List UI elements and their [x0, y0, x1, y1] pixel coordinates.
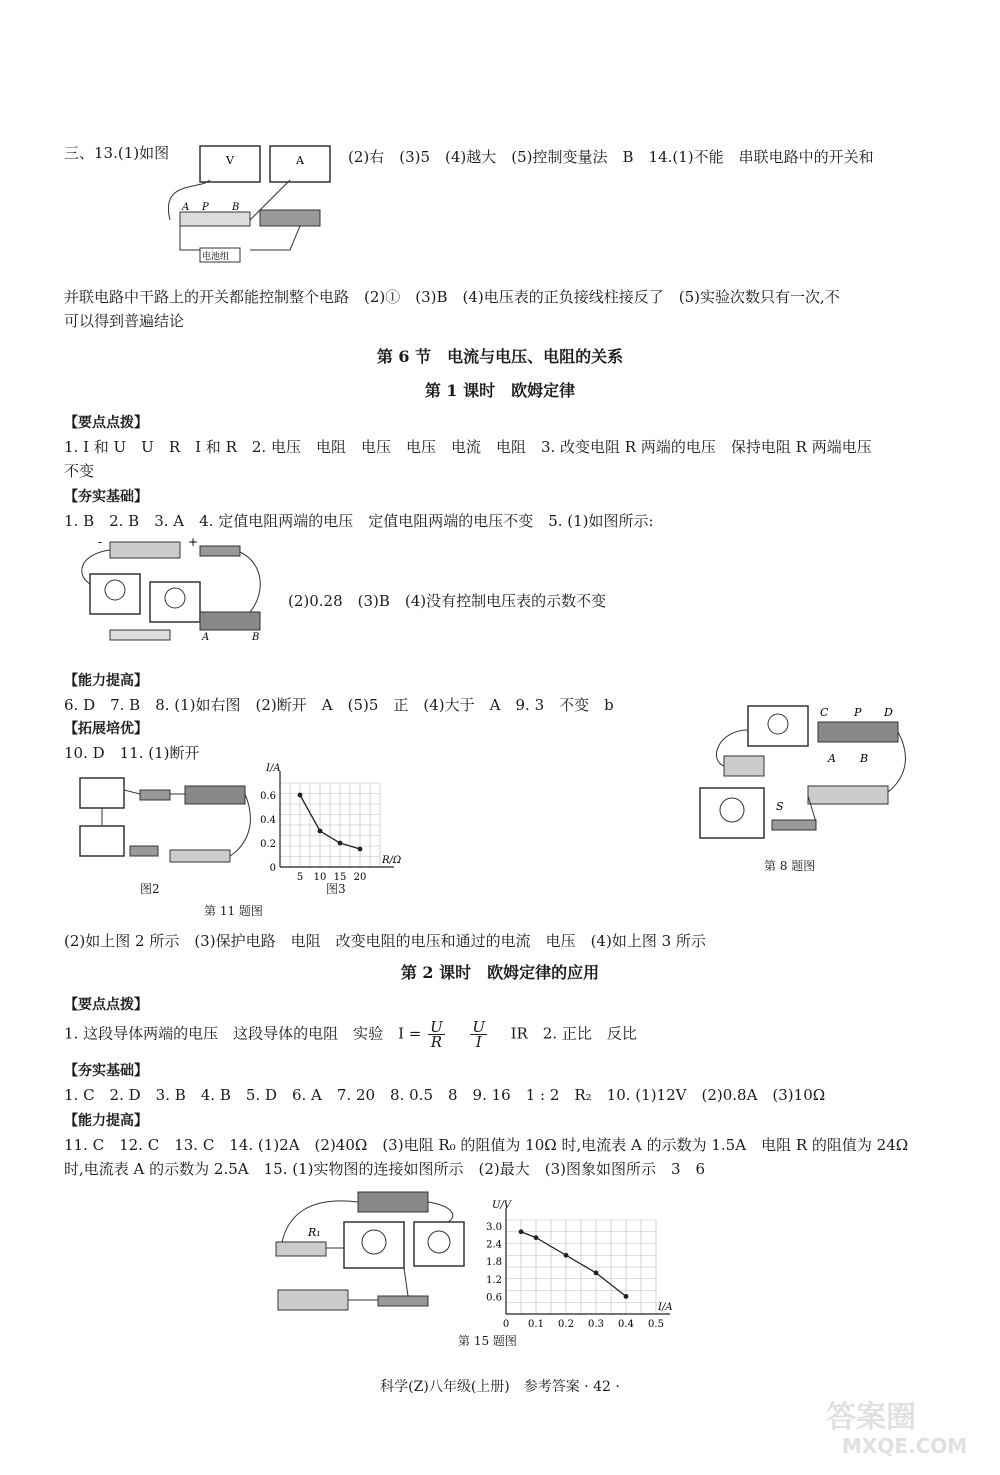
x-axis-label: I/A: [658, 1302, 673, 1313]
svg-text:A: A: [828, 752, 836, 765]
data-point: [624, 1294, 629, 1299]
battery-icon: [278, 1290, 348, 1310]
battery-icon: [110, 542, 180, 558]
r1-label: R₁: [308, 1226, 321, 1239]
y-tick-label: 1.2: [486, 1274, 502, 1286]
rheostat-icon: [200, 612, 260, 630]
x-tick-label: 15: [333, 872, 347, 883]
l2-p3b: 时,电流表 A 的示数为 2.5A 15. (1)实物图的连接如图所示 (2)最大 (3)图象如图所示 3 6: [64, 1160, 706, 1178]
data-point: [298, 793, 303, 798]
fig8-caption: 第 8 题图: [764, 859, 816, 873]
y-axis-label: U/V: [492, 1200, 512, 1211]
lesson2-title: 第 2 课时 欧姆定律的应用: [400, 963, 600, 982]
l2-tag-key-points: 【要点点拨】: [64, 997, 148, 1013]
battery-icon: [170, 850, 230, 862]
fraction-u-over-i: $\frac{U}{I}$: [472, 1018, 485, 1051]
l2-tag-basics: 【夯实基础】: [64, 1063, 148, 1079]
switch-icon: [140, 790, 170, 800]
q13-line3: 可以得到普遍结论: [64, 312, 185, 330]
data-point: [318, 829, 323, 834]
q13-prefix: 三、13.(1)如图: [64, 144, 170, 162]
y-axis-label: I/A: [266, 763, 281, 774]
resistor-icon: [110, 630, 170, 640]
svg-text:D: D: [884, 706, 893, 719]
resistor-wire-icon: [180, 212, 250, 226]
q13-circuit-figure: [160, 140, 340, 270]
y-tick-label: 3.0: [486, 1221, 502, 1233]
x-tick-label: 5: [296, 872, 304, 883]
point-a: A: [182, 202, 190, 213]
l2-p1: [64, 1020, 637, 1049]
ammeter-icon: [748, 706, 808, 746]
voltmeter-label: V: [226, 154, 234, 167]
l1-tag-extension: 【拓展培优】: [64, 721, 148, 737]
data-point: [564, 1253, 569, 1258]
l1-tag-improvement: 【能力提高】: [64, 673, 148, 689]
l1-p5: (2)如上图 2 所示 (3)保护电路 电阻 改变电阻的电压和通过的电流 电压 (4)如上图 3 所示: [64, 932, 706, 950]
fig15-caption: 第 15 题图: [458, 1334, 517, 1348]
fig3-chart: [254, 765, 414, 885]
fig15-circuit: [268, 1186, 468, 1321]
ammeter-icon: [414, 1222, 464, 1266]
resistor-icon: [276, 1242, 326, 1256]
l1-tag-basics: 【夯实基础】: [64, 489, 148, 505]
fig15-chart: [474, 1200, 704, 1334]
x-tick-label: 0.2: [558, 1319, 574, 1330]
x-tick-label: 10: [313, 872, 327, 883]
q13-line2: 并联电路中干路上的开关都能控制整个电路 (2)① (3)B (4)电压表的正负接线柱接反了 (5)实验次数只有一次,不: [64, 288, 840, 306]
point-p: P: [202, 202, 209, 213]
l2-p1-pre: 1. 这段导体两端的电压 这段导体的电阻 实验 I =: [64, 1024, 422, 1043]
watermark-url: MXQE.COM: [842, 1434, 968, 1458]
point-b: B: [232, 202, 240, 213]
l1-tag-key-points: 【要点点拨】: [64, 415, 148, 431]
l2-tag-improvement: 【能力提高】: [64, 1113, 148, 1129]
watermark-logo: 答案圈: [826, 1400, 916, 1435]
svg-text:C: C: [820, 706, 829, 719]
l1-p3: 6. D 7. B 8. (1)如右图 (2)断开 A (5)5 正 (4)大于 A 9. 3 不变 b: [64, 696, 614, 714]
svg-text:B: B: [252, 632, 260, 643]
svg-text:-: -: [98, 535, 103, 549]
q13-line1: (2)右 (3)5 (4)越大 (5)控制变量法 B 14.(1)不能 串联电路中的开关和: [348, 148, 874, 166]
battery-icon: [808, 786, 888, 804]
y-tick-label: 1.8: [486, 1257, 502, 1269]
fig11-caption: 第 11 题图: [204, 904, 263, 918]
switch-icon: [772, 820, 816, 830]
data-point: [534, 1235, 539, 1240]
x-tick-label: 20: [353, 872, 367, 883]
l1-p2b: (2)0.28 (3)B (4)没有控制电压表的示数不变: [288, 592, 607, 610]
ammeter-label: A: [296, 154, 304, 167]
data-point: [594, 1270, 599, 1275]
rheostat-icon: [185, 786, 245, 804]
y-tick-label: 0.6: [486, 1292, 502, 1304]
y-tick-label: 0.6: [260, 791, 276, 802]
x-axis-label: R/Ω: [382, 855, 402, 866]
section-title: 第 6 节 电流与电压、电阻的关系: [376, 347, 624, 366]
switch-icon: [200, 546, 240, 556]
l1-p1b: 不变: [64, 462, 95, 480]
wire-icon: [82, 550, 260, 612]
data-point: [519, 1229, 524, 1234]
voltmeter-icon: [700, 788, 764, 838]
fraction-u-over-r: $\frac{U}{R}$: [430, 1018, 443, 1051]
voltmeter-icon: [344, 1222, 404, 1268]
series-line: [521, 1232, 626, 1297]
x-tick-label: 0.3: [588, 1319, 604, 1330]
svg-text:B: B: [860, 752, 869, 765]
resistor-icon: [130, 846, 158, 856]
y-tick-label: 0: [269, 863, 276, 874]
svg-text:A: A: [202, 632, 210, 643]
x-tick-label: 0: [502, 1319, 510, 1330]
fig2-circuit: [70, 770, 250, 870]
y-tick-label: 2.4: [486, 1239, 502, 1251]
l1-p2: 1. B 2. B 3. A 4. 定值电阻两端的电压 定值电阻两端的电压不变 5. (1)如图所示:: [64, 512, 654, 530]
data-point: [358, 847, 363, 852]
l2-p3a: 11. C 12. C 13. C 14. (1)2A (2)40Ω (3)电阻 R₀ 的阻值为 10Ω 时,电流表 A 的示数为 1.5A 电阻 R 的阻值为 24Ω: [64, 1136, 909, 1154]
rheostat-icon: [358, 1192, 428, 1212]
lesson1-title: 第 1 课时 欧姆定律: [424, 381, 576, 400]
battery-label: 电池组: [202, 252, 230, 262]
fig2-caption: 图2: [140, 882, 160, 896]
x-tick-label: 0.1: [528, 1319, 544, 1330]
data-point: [338, 841, 343, 846]
svg-text:P: P: [854, 706, 862, 719]
l2-p2: 1. C 2. D 3. B 4. B 5. D 6. A 7. 20 8. 0.5 8 9. 16 1 : 2 R₂ 10. (1)12V (2)0.8A (3)10Ω: [64, 1086, 826, 1104]
l1-p1a: 1. I 和 U U R I 和 R 2. 电压 电阻 电压 电压 电流 电阻 3. 改变电阻 R 两端的电压 保持电阻 R 两端电压: [64, 438, 872, 456]
l1-p4: 10. D 11. (1)断开: [64, 744, 200, 762]
x-tick-label: 0.5: [648, 1319, 664, 1330]
rheostat-icon: [818, 722, 898, 742]
l2-p1-post: IR 2. 正比 反比: [510, 1024, 637, 1043]
q5-circuit-figure: [70, 534, 270, 654]
svg-text:+: +: [188, 535, 199, 549]
switch-icon: [378, 1296, 428, 1306]
fig3-caption: 图3: [326, 882, 346, 896]
y-tick-label: 0.2: [260, 839, 276, 850]
fig8-circuit: [688, 700, 918, 855]
resistor-icon: [724, 756, 764, 776]
page-footer: 科学(Z)八年级(上册) 参考答案 · 42 ·: [380, 1379, 620, 1395]
y-tick-label: 0.4: [260, 815, 276, 826]
svg-text:S: S: [776, 800, 784, 813]
x-tick-label: 0.4: [618, 1319, 634, 1330]
voltmeter-icon: [80, 826, 124, 856]
rheostat-icon: [260, 210, 320, 226]
ammeter-icon: [80, 778, 124, 808]
